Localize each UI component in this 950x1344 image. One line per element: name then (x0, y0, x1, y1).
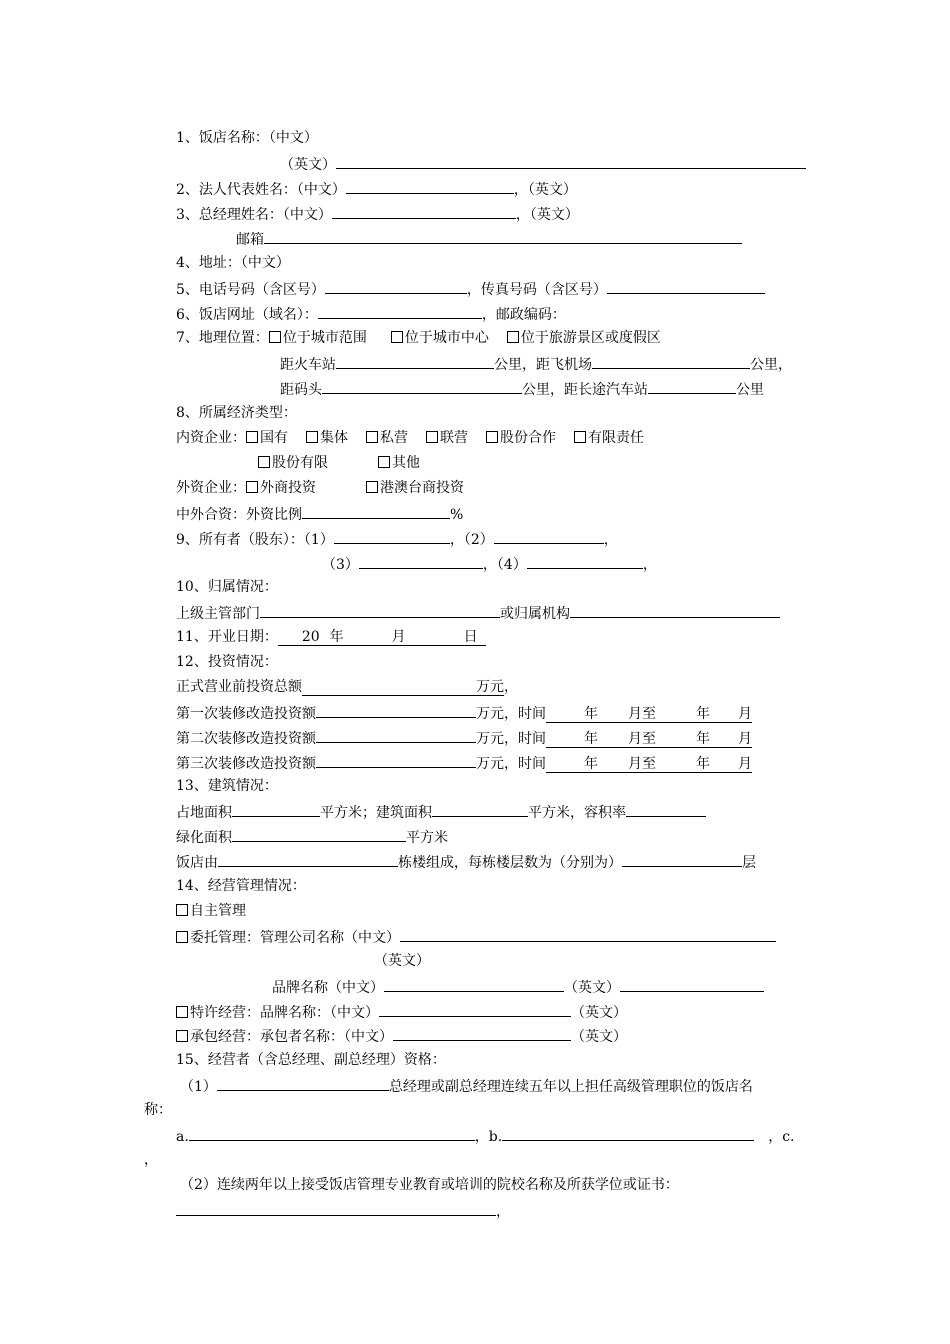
floor-count-field[interactable] (622, 851, 742, 867)
q10-line (176, 577, 278, 597)
phone-field[interactable] (325, 278, 467, 294)
sqm-label: 平方米 (406, 830, 448, 846)
r3-month-to: 月至 (628, 756, 656, 772)
checkbox-private[interactable] (366, 431, 378, 443)
q1-line (176, 128, 318, 148)
contract-line (176, 1025, 627, 1045)
q12-comma: ， (504, 679, 518, 695)
q5-label: 5、电话号码（含区号） (176, 282, 325, 298)
total-investment-label: 正式营业前投资总额 (176, 679, 302, 695)
opt-city-center: 位于城市中心 (404, 330, 489, 346)
superior-dept-field[interactable] (260, 602, 500, 618)
q2-comma: ， (513, 182, 528, 198)
q3-cn-label: （中文） (282, 207, 332, 223)
q8-label: 8、所属经济类型： (176, 405, 297, 421)
opt-shareholding-coop: 股份合作 (500, 430, 556, 446)
checkbox-hk-macao-tw[interactable] (366, 481, 378, 493)
owner-2-field[interactable] (494, 528, 604, 544)
q9-line (176, 528, 618, 548)
land-area-field[interactable] (232, 801, 320, 817)
renovation-line-2 (176, 727, 752, 747)
checkbox-joint-stock[interactable] (258, 456, 270, 468)
fax-label: ，传真号码（含区号） (466, 282, 607, 298)
opt-scenic-area: 位于旅游景区或度假区 (520, 330, 661, 346)
opt-joint-stock: 股份有限 (272, 455, 328, 471)
r2-month-to: 月至 (628, 731, 656, 747)
entrusted-label: 委托管理：管理公司名称（中文） (190, 930, 400, 946)
brand-en-field[interactable] (620, 976, 764, 992)
plot-ratio-label: 平方米，容积率 (528, 805, 626, 821)
floors-label: 栋楼组成，每栋楼层数为（分别为） (398, 855, 622, 871)
q9-comma-1: ， (603, 532, 618, 548)
q4-label: 4、地址： (176, 255, 241, 271)
checkbox-other[interactable] (378, 456, 390, 468)
green-line (176, 826, 448, 846)
bus-station-label: 公里，距长途汽车站 (522, 382, 648, 398)
r3-year-1: 年 (584, 756, 598, 772)
q3-en-label: （英文） (529, 207, 579, 223)
domestic-line-1 (176, 428, 644, 448)
q11-label: 11、开业日期： (176, 629, 278, 645)
q12-line (176, 652, 278, 672)
q15-comma: ， (144, 1152, 158, 1168)
km-label-4: 公里 (736, 382, 764, 398)
renovation-3-amount-field[interactable] (316, 752, 476, 768)
jv-line (176, 503, 463, 523)
owner-2-label: ，（2） (449, 532, 494, 548)
dock-label: 距码头 (280, 382, 322, 398)
brand-cn-field[interactable] (384, 976, 564, 992)
q15-p2-line (180, 1175, 679, 1195)
q10-label: 10、归属情况： (176, 579, 278, 595)
year-label: 年 (329, 629, 344, 645)
q7-label: 7、地理位置： (176, 330, 269, 346)
postcode-label: ，邮政编码： (481, 307, 566, 323)
opt-self-managed: 自主管理 (190, 903, 246, 919)
brand-en-label: （英文） (564, 980, 620, 996)
opt-state-owned: 国有 (260, 430, 288, 446)
renovation-line-3 (176, 752, 752, 772)
q5-line (176, 278, 765, 298)
q15-p1-line (180, 1075, 753, 1095)
superior-dept-label: 上级主管部门 (176, 606, 260, 622)
q13-label: 13、建筑情况： (176, 778, 278, 794)
q15-label: 15、经营者（含总经理、副总经理）资格： (176, 1052, 446, 1068)
renovation-1-period-field[interactable] (546, 706, 752, 723)
q15-p2-field-line (176, 1200, 510, 1220)
owner-4-label: ，（4） (482, 557, 527, 573)
owner-3-label: （3） (322, 557, 359, 573)
brand-cn-label: 品牌名称（中文） (272, 980, 384, 996)
q9-line-2 (322, 553, 657, 573)
email-label: 邮箱 (236, 232, 264, 248)
opt-hk-macao-tw: 港澳台商投资 (380, 480, 464, 496)
school-degree-field[interactable] (176, 1200, 496, 1216)
owner-1-field[interactable] (334, 528, 450, 544)
checkbox-state-owned[interactable] (246, 431, 258, 443)
opt-joint: 联营 (440, 430, 468, 446)
gm-name-cn-field[interactable] (332, 203, 516, 219)
q8-line (176, 403, 297, 423)
q14-line (176, 876, 306, 896)
checkbox-self-managed[interactable] (176, 904, 188, 916)
hotel-a-field[interactable] (189, 1125, 475, 1141)
foreign-label: 外资企业： (176, 480, 246, 496)
floor-unit-label: 层 (742, 855, 756, 871)
renovation-2-period-field[interactable] (546, 731, 752, 748)
land-area-label: 占地面积 (176, 805, 232, 821)
website-field[interactable] (318, 303, 482, 319)
brand-line (272, 976, 764, 996)
hotel-name-en-field[interactable] (336, 153, 806, 169)
r2-year-1: 年 (584, 731, 598, 747)
mgmt-company-en-label: （英文） (374, 953, 430, 969)
checkbox-franchise[interactable] (176, 1006, 188, 1018)
checkbox-entrusted[interactable] (176, 931, 188, 943)
owner-1-label: （1） (303, 532, 334, 548)
q7-line (176, 328, 661, 348)
hotel-consists-label: 饭店由 (176, 855, 218, 871)
q10-detail-line (176, 602, 780, 622)
q9-label: 9、所有者（股东）： (176, 532, 304, 548)
day-label: 日 (463, 629, 478, 645)
q1-en-line (280, 153, 806, 173)
building-area-label: 平方米；建筑面积 (320, 805, 432, 821)
q15-p2-text: （2）连续两年以上接受饭店管理专业教育或培训的院校名称及所获学位或证书： (180, 1177, 679, 1193)
total-investment-field[interactable] (302, 679, 504, 696)
km-label-2: 公里， (750, 357, 792, 373)
r1-month: 月 (738, 706, 752, 722)
contract-en-label: （英文） (571, 1029, 627, 1045)
checkbox-collective[interactable] (306, 431, 318, 443)
self-managed-line (176, 901, 246, 921)
opt-other: 其他 (392, 455, 420, 471)
domestic-label: 内资企业： (176, 430, 246, 446)
q2-label: 2、法人代表姓名： (176, 182, 297, 198)
q7-distance-line-1 (280, 353, 792, 373)
r1-year-1: 年 (584, 706, 598, 722)
area-line (176, 801, 706, 821)
checkbox-limited-liability[interactable] (574, 431, 586, 443)
opt-collective: 集体 (320, 430, 348, 446)
q13-line (176, 776, 278, 796)
r3-year-2: 年 (696, 756, 710, 772)
q15-line (176, 1050, 446, 1070)
affiliation-label: 或归属机构 (500, 606, 570, 622)
renovation-3-label: 第三次装修改造投资额 (176, 756, 316, 772)
q15-p1-cont: 称： (144, 1102, 172, 1118)
year-prefix: 20 (301, 629, 320, 645)
gm-hotel-years-field[interactable] (217, 1075, 389, 1091)
percent-label: % (450, 507, 464, 523)
checkbox-city-center[interactable] (391, 331, 403, 343)
renovation-2-label: 第二次装修改造投资额 (176, 731, 316, 747)
franchise-en-label: （英文） (571, 1005, 627, 1021)
franchise-label: 特许经营：品牌名称：（中文） (190, 1005, 379, 1021)
r2-year-2: 年 (696, 731, 710, 747)
q12-label: 12、投资情况： (176, 654, 278, 670)
q11-line (176, 627, 486, 647)
building-area-field[interactable] (432, 801, 528, 817)
owner-4-field[interactable] (527, 553, 643, 569)
opt-city-range: 位于城市范围 (282, 330, 367, 346)
renovation-1-time-label: 万元，时间 (476, 706, 546, 722)
domestic-line-2 (258, 453, 420, 473)
q2-en-label: （英文） (527, 182, 577, 198)
mgmt-company-cn-field[interactable] (400, 926, 776, 942)
train-distance-field[interactable] (336, 353, 494, 369)
renovation-1-label: 第一次装修改造投资额 (176, 706, 316, 722)
opt-private: 私营 (380, 430, 408, 446)
q6-line (176, 303, 566, 323)
hotel-b-label: ，b. (474, 1129, 503, 1145)
q4-cn-label: （中文） (240, 255, 290, 271)
hotel-c-label: ，c. (768, 1129, 795, 1145)
month-label: 月 (391, 629, 406, 645)
q9-comma-2: ， (642, 557, 657, 573)
foreign-line (176, 478, 464, 498)
renovation-1-amount-field[interactable] (316, 702, 476, 718)
q15-p1-prefix: （1） (180, 1079, 217, 1095)
q6-label: 6、饭店网址（域名）： (176, 307, 318, 323)
entrusted-line (176, 926, 776, 946)
q2-line (176, 178, 577, 198)
green-area-field[interactable] (232, 826, 406, 842)
q3-email-line (236, 228, 742, 248)
plot-ratio-field[interactable] (626, 801, 706, 817)
q3-label: 3、总经理姓名： (176, 207, 283, 223)
airport-distance-field[interactable] (592, 353, 750, 369)
airport-label: 公里，距飞机场 (494, 357, 592, 373)
q1-en-label: （英文） (280, 157, 336, 173)
renovation-line-1 (176, 702, 752, 722)
q1-cn-label: （中文） (268, 130, 318, 146)
opt-foreign-investment: 外商投资 (260, 480, 316, 496)
q15-abc-line (176, 1125, 795, 1145)
r1-year-2: 年 (696, 706, 710, 722)
checkbox-shareholding-coop[interactable] (486, 431, 498, 443)
green-area-label: 绿化面积 (176, 830, 232, 846)
total-investment-line (176, 677, 518, 697)
bus-distance-field[interactable] (648, 378, 736, 394)
q15-p2-comma: ， (496, 1204, 510, 1220)
q15-abc-cont-line (144, 1150, 158, 1170)
dock-distance-field[interactable] (322, 378, 522, 394)
legal-rep-cn-field[interactable] (346, 178, 514, 194)
hotel-a-label: a. (176, 1129, 189, 1145)
renovation-2-time-label: 万元，时间 (476, 731, 546, 747)
q3-comma: ， (515, 207, 530, 223)
contractor-cn-field[interactable] (393, 1025, 571, 1041)
owner-3-field[interactable] (359, 553, 483, 569)
email-field[interactable] (264, 228, 742, 244)
checkbox-scenic-area[interactable] (507, 331, 519, 343)
r2-month: 月 (738, 731, 752, 747)
opt-limited-liability: 有限责任 (588, 430, 644, 446)
franchise-brand-cn-field[interactable] (379, 1001, 571, 1017)
q7-distance-line-2 (280, 378, 764, 398)
r3-month: 月 (738, 756, 752, 772)
fax-field[interactable] (607, 278, 765, 294)
checkbox-city-range[interactable] (269, 331, 281, 343)
foreign-ratio-field[interactable] (302, 503, 450, 519)
contract-label: 承包经营：承包者名称：（中文） (190, 1029, 393, 1045)
hotel-b-field[interactable] (502, 1125, 754, 1141)
renovation-2-amount-field[interactable] (316, 727, 476, 743)
checkbox-joint[interactable] (426, 431, 438, 443)
buildings-line (176, 851, 756, 871)
renovation-3-period-field[interactable] (546, 756, 752, 773)
q1-label: 1、饭店名称： (176, 130, 269, 146)
q4-line (176, 253, 290, 273)
franchise-line (176, 1001, 627, 1021)
q3-line (176, 203, 579, 223)
q15-p1-cont-line (144, 1100, 172, 1120)
building-count-field[interactable] (218, 851, 398, 867)
renovation-3-time-label: 万元，时间 (476, 756, 546, 772)
train-station-label: 距火车站 (280, 357, 336, 373)
entrusted-en-line (374, 951, 430, 971)
checkbox-foreign-investment[interactable] (246, 481, 258, 493)
checkbox-contract[interactable] (176, 1030, 188, 1042)
affiliation-field[interactable] (570, 602, 780, 618)
q2-cn-label: （中文） (296, 182, 346, 198)
q14-label: 14、经营管理情况： (176, 878, 306, 894)
opening-date-field[interactable] (278, 629, 486, 646)
wanyuan-label: 万元 (476, 679, 504, 695)
r1-month-to: 月至 (628, 706, 656, 722)
jv-label: 中外合资：外资比例 (176, 507, 302, 523)
q15-p1-text: 总经理或副总经理连续五年以上担任高级管理职位的饭店名 (388, 1079, 753, 1095)
